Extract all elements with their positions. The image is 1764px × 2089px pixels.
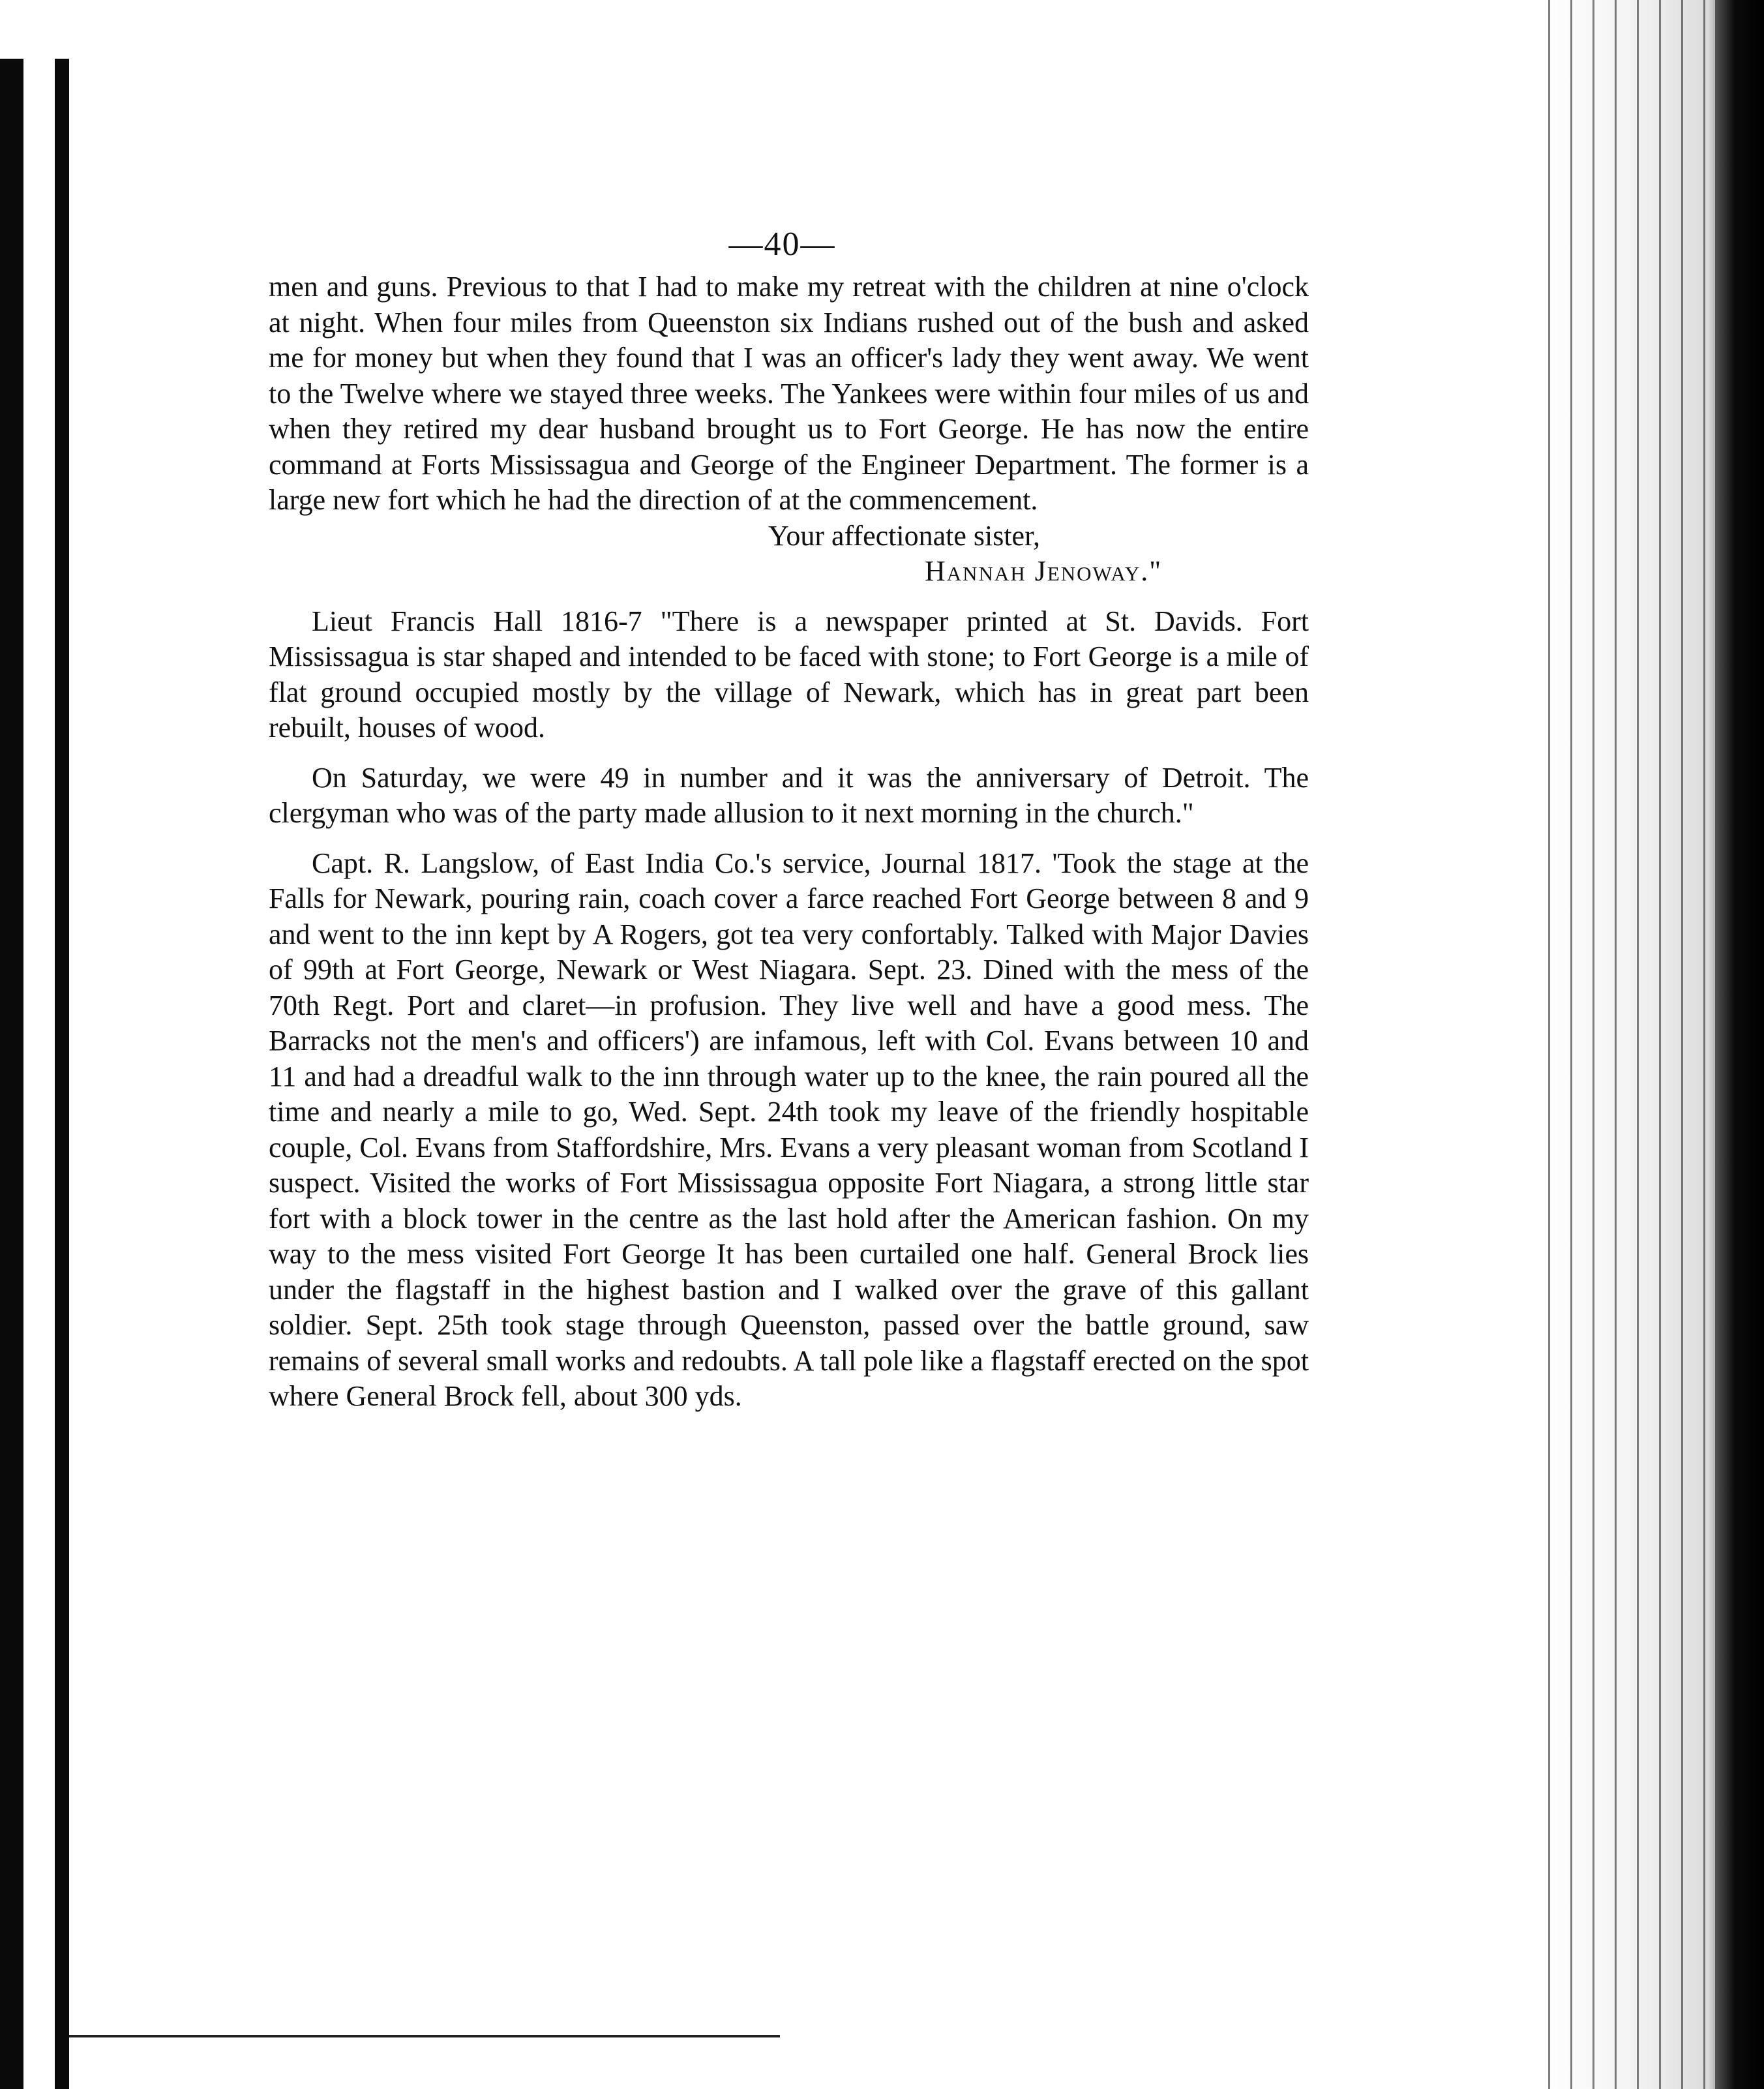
page-number: —40—	[728, 226, 836, 263]
letter-closing: Your affectionate sister,	[768, 519, 1040, 552]
letter-body: men and guns. Previous to that I had to make my retreat with the children at nine o'clock at night. When four miles from Queenston six Indians rushed out of the bush and asked me for money but when they found that I was an officer's lady they went away. We went to the Twelve where we stayed three weeks. The Yankees were within four miles of us and when they retired my dear husband brought us to Fort George. He has now the entire command at Forts Mississagua and George of the Engineer Department. The former is a large new fort which he had the direction of at the commencement.	[269, 271, 1309, 516]
paragraph-hall: Lieut Francis Hall 1816-7 "There is a newspaper printed at St. Davids. Fort Mississagua is star shaped and intended to be faced with stone; to Fort George is a mile of flat ground occupied mostly by the village of Newark, which has in great part been rebuilt, houses of wood.	[269, 605, 1309, 744]
page-text-block	[269, 225, 1309, 1415]
letter-signature: Hannah Jenoway."	[925, 555, 1163, 587]
paragraph-saturday: On Saturday, we were 49 in number and it was the anniversary of Detroit. The clergyman who was of the party made allusion to it next morning in the church."	[269, 761, 1309, 829]
scan-edge-left-bar	[0, 59, 23, 2089]
scan-bottom-rule	[69, 2035, 780, 2037]
scan-edge-left-bar-inner	[55, 59, 69, 2089]
paragraph-langslow: Capt. R. Langslow, of East India Co.'s service, Journal 1817. 'Took the stage at the Falls for Newark, pouring rain, coach cover a farce reached Fort George between 8 and 9 and went to the inn kept by A Rogers, got tea very confortably. Talked with Major Davies of 99th at Fort George, Newark or West Niagara. Sept. 23. Dined with the mess of the 70th Regt. Port and claret—in profusion. They live well and have a good mess. The Barracks not the men's and officers') are infamous, left with Col. Evans between 10 and 11 and had a dreadful walk to the inn through water up to the knee, the rain poured all the time and nearly a mile to go, Wed. Sept. 24th took my leave of the friendly hospitable couple, Col. Evans from Staffordshire, Mrs. Evans a very pleasant woman from Scotland I suspect. Visited the works of Fort Mississagua opposite Fort Niagara, a strong little star fort with a block tower in the centre as the last hold after the American fashion. On my way to the mess visited Fort George It has been curtailed one half. General Brock lies under the flagstaff in the highest bastion and I walked over the grave of this gallant soldier. Sept. 25th took stage through Queenston, passed over the battle ground, saw remains of several small works and redoubts. A tall pole like a flagstaff erected on the spot where General Brock fell, about 300 yds.	[269, 847, 1309, 1412]
scan-edge-right-bar	[1715, 0, 1764, 2089]
